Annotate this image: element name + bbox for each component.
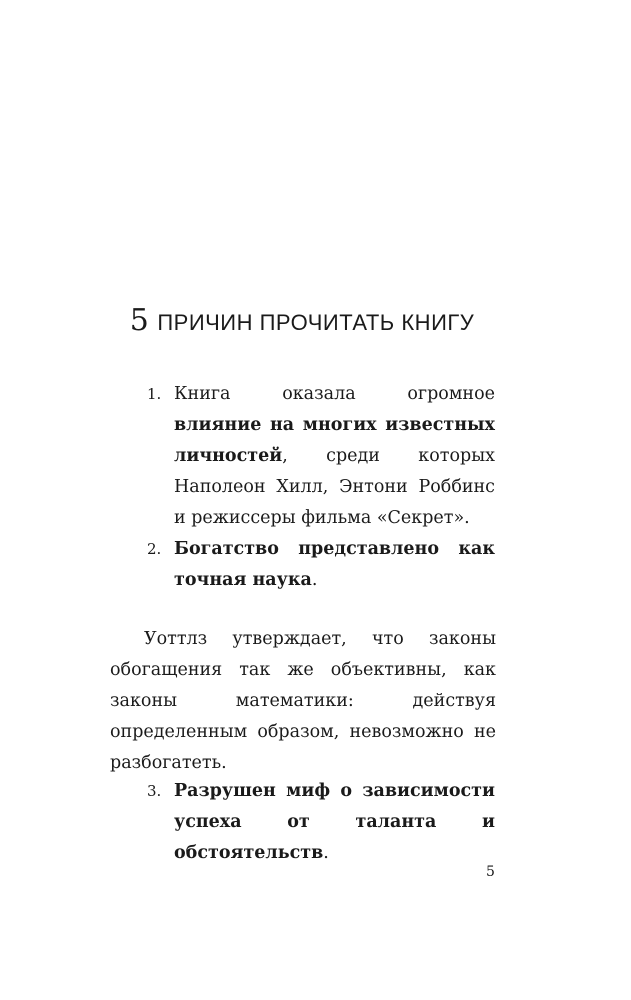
section-heading — [112, 302, 492, 342]
heading-number: 5 — [129, 303, 150, 338]
reason-suffix: . — [311, 570, 318, 590]
reason-text — [174, 776, 495, 869]
page-number: 5 — [486, 864, 495, 880]
reason-suffix: , среди которых Наполеон Хилл, Энтони Роббинс и режиссеры фильма «Секрет». — [174, 446, 495, 528]
reason-text — [174, 379, 495, 534]
reason-emphasis: влияние на многих известных личностей — [174, 415, 495, 466]
reason-marker: 1. — [147, 385, 162, 403]
reason-emphasis: Разрушен миф о зависимости успеха от таланта и обстоятельств — [174, 781, 495, 863]
body-paragraph: Уоттлз утверждает, что законы обогащения так же объективны, как законы математики: действуя определенным образом, невозможно не разбогатеть. — [110, 629, 496, 773]
reason-item-1 — [147, 379, 495, 534]
reason-prefix: Книга оказала огромное — [174, 384, 495, 404]
reason-marker: 2. — [147, 540, 162, 558]
reason-suffix: . — [323, 843, 329, 863]
reason-marker: 3. — [147, 782, 162, 800]
reason-text — [174, 534, 495, 596]
reason-item-3 — [147, 776, 495, 869]
heading-text: ПРИЧИН ПРОЧИТАТЬ КНИГУ — [157, 310, 475, 335]
reason-emphasis: Богатство представлено как точная наука — [174, 539, 495, 590]
reason-item-2 — [147, 534, 495, 596]
